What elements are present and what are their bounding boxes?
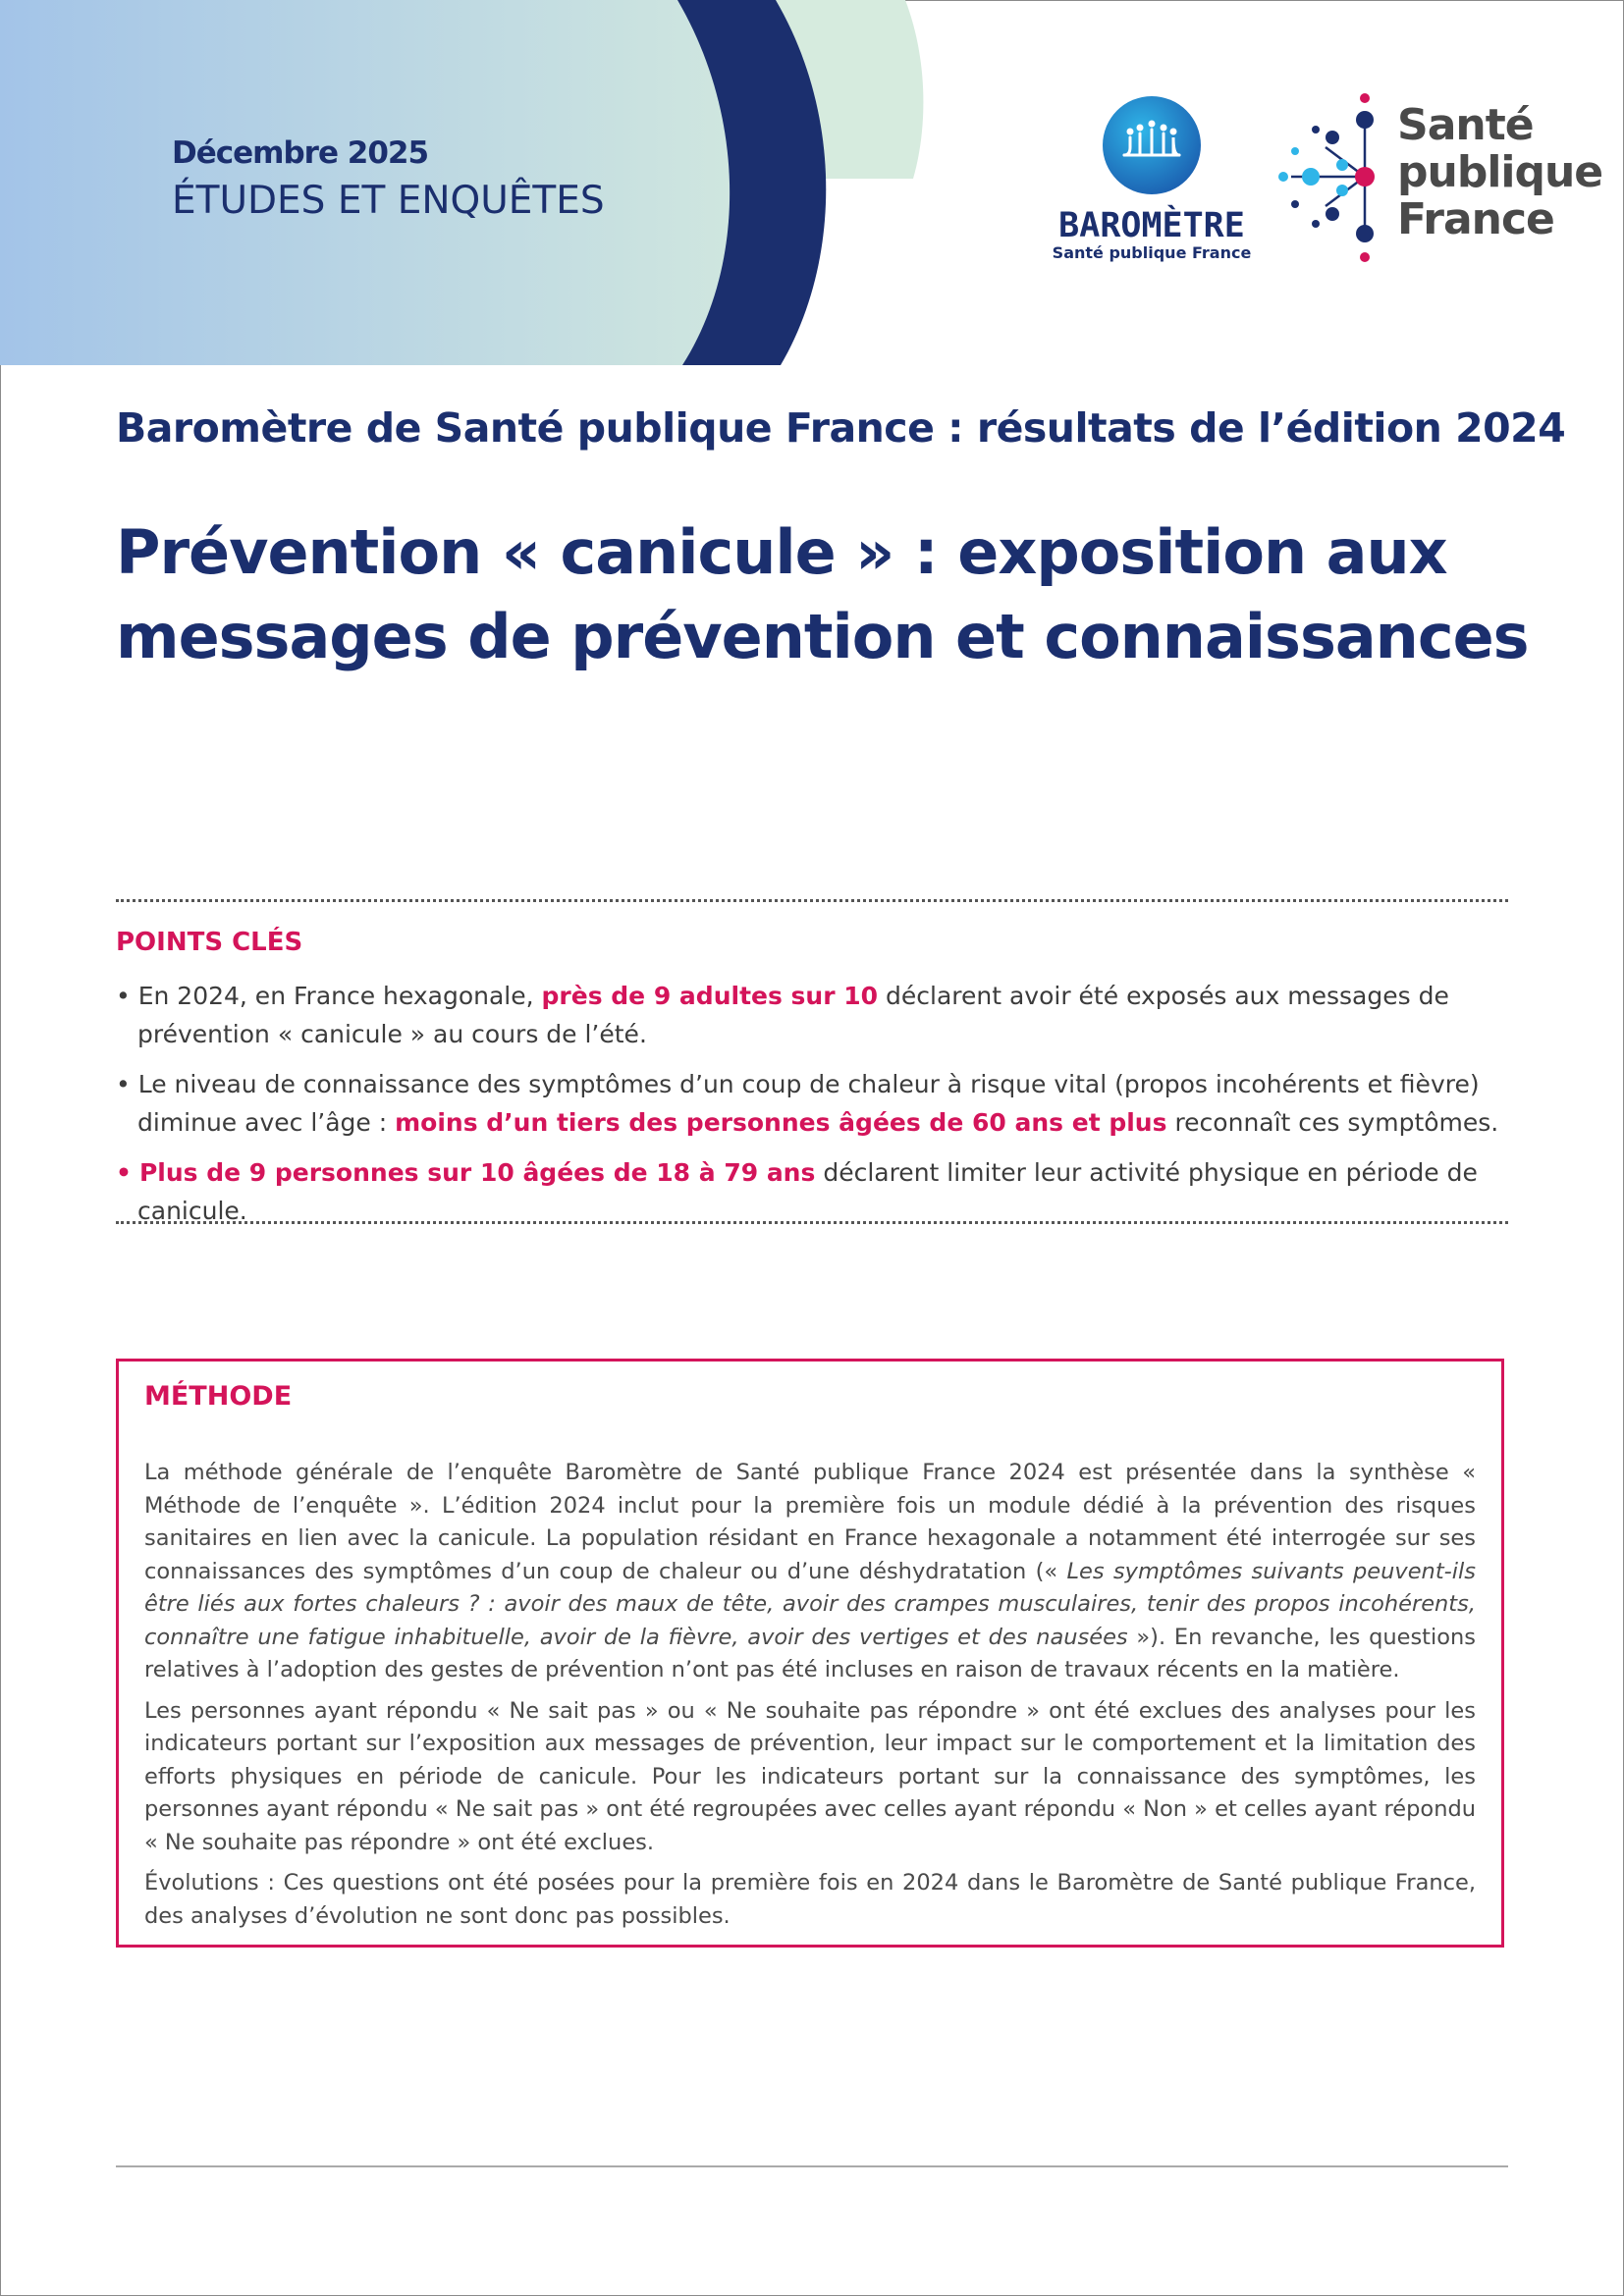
report-title <box>116 510 1530 679</box>
issue-date: Décembre 2025 <box>172 135 429 171</box>
spf-logo-line: Santé <box>1397 100 1534 150</box>
title-line: Prévention « canicule » : exposition aux <box>116 516 1447 588</box>
header-text <box>172 135 605 223</box>
issue-category: ÉTUDES ET ENQUÊTES <box>172 179 605 223</box>
spf-logo <box>1272 88 1603 275</box>
title-line: messages de prévention et connaissances <box>116 601 1529 672</box>
points-cles-list <box>116 977 1510 1242</box>
spf-logo-name <box>1397 102 1602 243</box>
node <box>1355 167 1375 187</box>
key-point: • Le niveau de connaissance des symptômes d’un coup de chaleur à risque vital (propos incohérents et fièvre) diminue avec l’âge : moins d’un tiers des personnes âgées de 60 ans et plus reconnaît ces symptômes. <box>116 1070 1499 1137</box>
methode-paragraph: Évolutions : Ces questions ont été posées pour la première fois en 2024 dans le Baromètre de Santé publique France, des analyses d’évolution ne sont donc pas possibles. <box>144 1870 1476 1929</box>
points-cles-heading: POINTS CLÉS <box>116 928 303 957</box>
spf-logo-line: France <box>1397 194 1554 244</box>
report-subtitle: Baromètre de Santé publique France : résultats de l’édition 2024 <box>116 404 1566 452</box>
spf-logo-line: publique <box>1397 147 1603 197</box>
key-point: • En 2024, en France hexagonale, près de 9 adultes sur 10 déclarent avoir été exposés aux messages de prévention « canicule » au cours de l’été. <box>116 982 1449 1048</box>
methode-heading: MÉTHODE <box>144 1381 293 1412</box>
spf-network-icon <box>1272 88 1394 275</box>
methode-box <box>116 1359 1504 1948</box>
barometre-circle-icon <box>1101 94 1203 196</box>
footer-rule <box>116 2165 1508 2167</box>
methode-paragraph: La méthode générale de l’enquête Baromètre de Santé publique France 2024 est présentée dans la synthèse « Méthode de l’enquête ». L’édition 2024 inclut pour la première fois un module dédié à la prévention des risques sanitaires en lien avec la canicule. La population résidant en France hexagonale a notamment été interrogée sur ses connaissances des symptômes d’un coup de chaleur ou d’une déshydratation (« Les symptômes suivants peuvent-ils être liés aux fortes chaleurs ? : avoir des maux de tête, avoir des crampes musculaires, tenir des propos incohérents, connaître une fatigue inhabituelle, avoir de la fièvre, avoir des vertiges et des nausées »). En revanche, les questions relatives à l’adoption des gestes de prévention n’ont pas été incluses en raison de travaux récents en la matière. <box>144 1460 1476 1682</box>
divider-top <box>116 899 1508 902</box>
methode-paragraph: Les personnes ayant répondu « Ne sait pas » ou « Ne souhaite pas répondre » ont été exclues des analyses pour les indicateurs portant sur l’exposition aux messages de prévention, leur impact sur le comportement et la limitation des efforts physiques en période de canicule. Pour les indicateurs portant sur la connaissance des symptômes, les personnes ayant répondu « Ne sait pas » ont été regroupées avec celles ayant répondu « Non » et celles ayant répondu « Ne souhaite pas répondre » ont été exclues. <box>144 1697 1476 1855</box>
barometre-logo-word: BAROMÈTRE <box>1058 206 1245 245</box>
divider-bottom <box>116 1221 1508 1224</box>
barometre-logo-sub: Santé publique France <box>1052 243 1252 262</box>
barometre-logo <box>1049 94 1255 271</box>
key-point: • Plus de 9 personnes sur 10 âgées de 18 à 79 ans déclarent limiter leur activité physique en période de canicule. <box>116 1158 1478 1225</box>
